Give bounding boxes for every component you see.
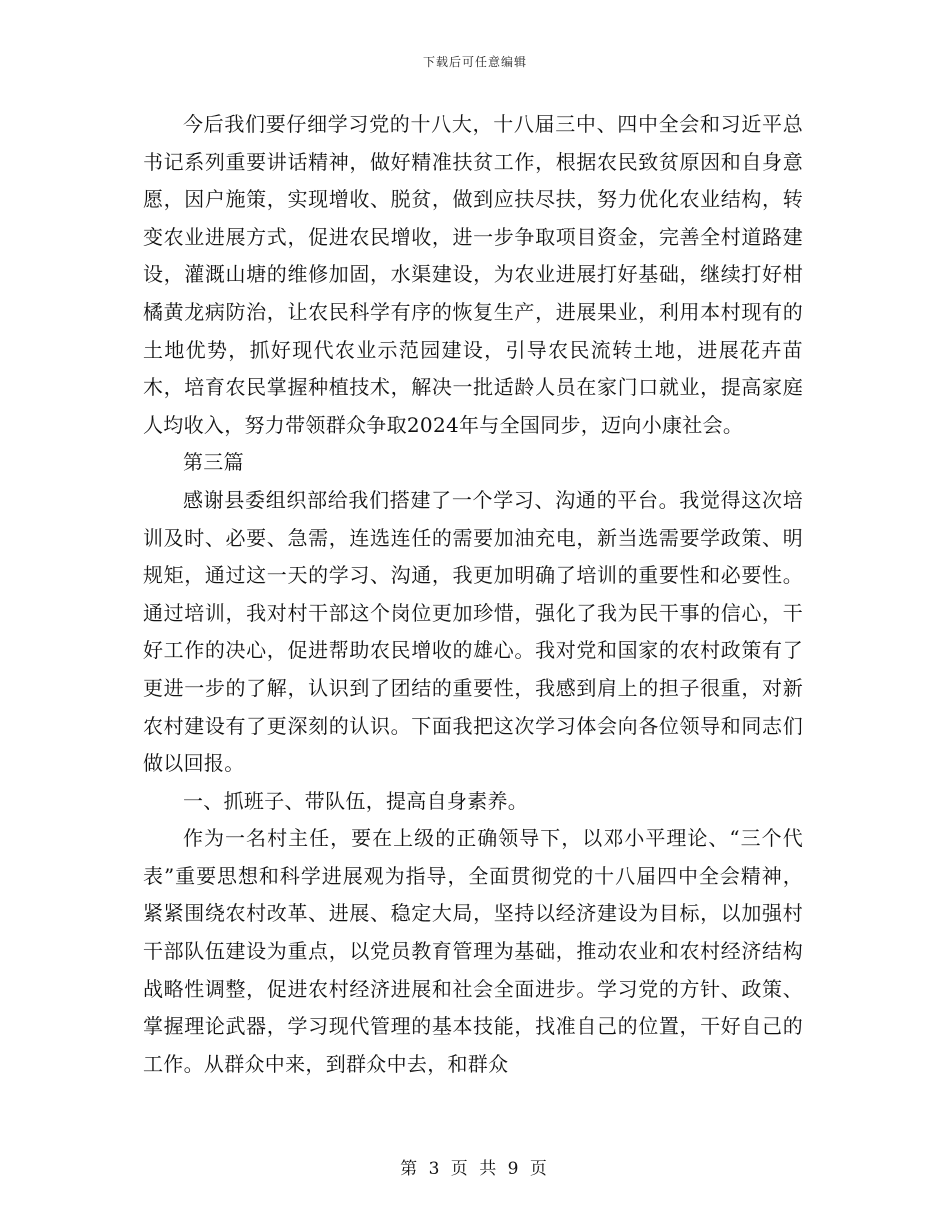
- paragraph-thanks: 感谢县委组织部给我们搭建了一个学习、沟通的平台。我觉得这次培训及时、必要、急需，连选连任的需要加油充电，新当选需要学政策、明规矩，通过这一天的学习、沟通，我更加明确了培训的重要性和必要性。通过培训，我对村干部这个岗位更加珍惜，强化了我为民干事的信心，干好工作的决心，促进帮助农民增收的雄心。我对党和国家的农村政策有了更进一步的了解，认识到了团结的重要性，我感到肩上的担子很重，对新农村建设有了更深刻的认识。下面我把这次学习体会向各位领导和同志们做以回报。: [143, 487, 803, 776]
- section-title: 第三篇: [183, 450, 244, 475]
- paragraph-duty: 作为一名村主任，要在上级的正确领导下，以邓小平理论、“三个代表”重要思想和科学进展观为指导，全面贯彻党的十八届四中全会精神，紧紧围绕农村改革、进展、稳定大局，坚持以经济建设为目标，以加强村干部队伍建设为重点，以党员教育管理为基础，推动农业和农村经济结构战略性调整，促进农村经济进展和社会全面进步。学习党的方针、政策、掌握理论武器，学习现代管理的基本技能，找准自己的位置，干好自己的工作。从群众中来，到群众中去，和群众: [143, 826, 803, 1076]
- subheading-one: 一、抓班子、带队伍，提高自身素养。: [183, 788, 529, 813]
- paragraph-plan: 今后我们要仔细学习党的十八大，十八届三中、四中全会和习近平总书记系列重要讲话精神，做好精准扶贫工作，根据农民致贫原因和自身意愿，因户施策，实现增收、脱贫，做到应扶尽扶，努力优化农业结构，转变农业进展方式，促进农民增收，进一步争取项目资金，完善全村道路建设，灌溉山塘的维修加固，水渠建设，为农业进展打好基础，继续打好柑橘黄龙病防治，让农民科学有序的恢复生产，进展果业，利用本村现有的土地优势，抓好现代农业示范园建设，引导农民流转土地，进展花卉苗木，培育农民掌握种植技术，解决一批适龄人员在家门口就业，提高家庭人均收入，努力带领群众争取2024年与全国同步，迈向小康社会。: [143, 112, 803, 437]
- page-header: 下载后可任意编辑: [422, 55, 527, 69]
- document-body: [143, 106, 803, 1083]
- page-footer: 第 3 页 共 9 页: [400, 1159, 550, 1179]
